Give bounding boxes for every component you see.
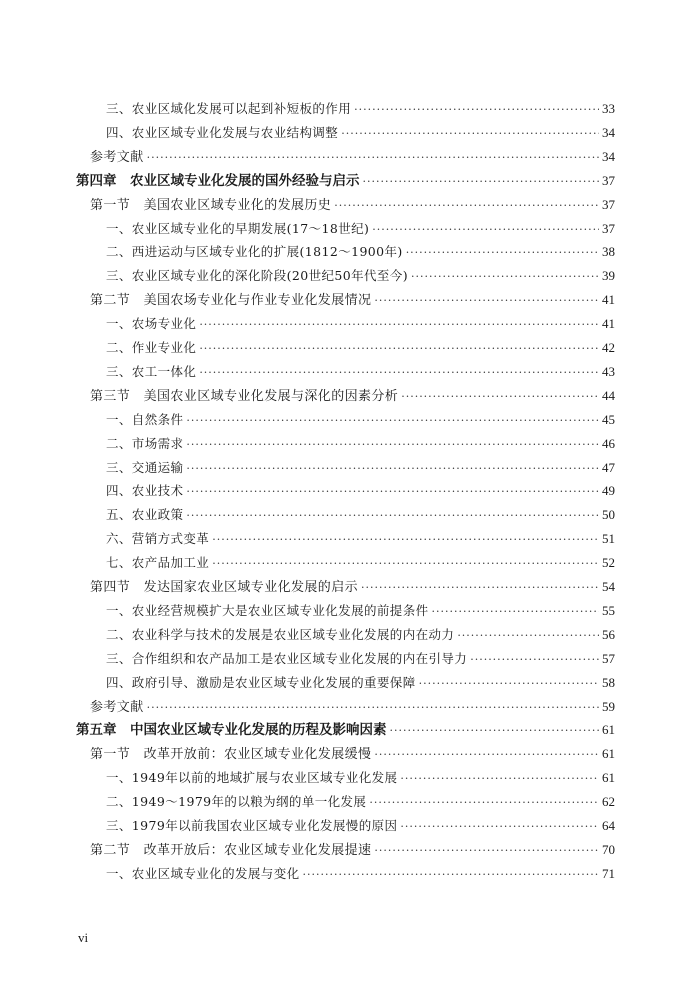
toc-entry-title: 六、营销方式变革 bbox=[106, 531, 210, 547]
toc-entry-title: 二、1949～1979年的以粮为纲的单一化发展 bbox=[106, 794, 367, 810]
page-folio: vi bbox=[78, 930, 89, 945]
toc-entry-title: 第一节 改革开放前：农业区域专业化发展缓慢 bbox=[90, 747, 372, 763]
toc-dot-leader bbox=[400, 816, 599, 838]
toc-dot-leader bbox=[470, 649, 599, 671]
toc-item-entry bbox=[106, 863, 615, 885]
toc-item-entry bbox=[106, 241, 615, 263]
toc-item-entry bbox=[106, 457, 615, 479]
toc-chapter-entry bbox=[76, 170, 615, 192]
toc-item-entry bbox=[106, 409, 615, 431]
toc-page-number: 52 bbox=[602, 555, 615, 571]
toc-dot-leader bbox=[186, 458, 599, 480]
toc-item-entry bbox=[106, 672, 615, 694]
toc-dot-leader bbox=[406, 242, 599, 264]
toc-page-number: 71 bbox=[602, 865, 615, 881]
toc-entry-title: 四、政府引导、激励是农业区域专业化发展的重要保障 bbox=[106, 674, 416, 690]
toc-item-entry bbox=[106, 98, 615, 120]
toc-dot-leader bbox=[374, 744, 599, 766]
toc-section-entry bbox=[90, 743, 615, 765]
toc-section-entry bbox=[90, 146, 615, 168]
toc-entry-title: 三、1979年以前我国农业区域专业化发展慢的原因 bbox=[106, 818, 398, 833]
toc-dot-leader bbox=[369, 792, 599, 814]
toc-dot-leader bbox=[186, 434, 599, 456]
toc-page-number: 47 bbox=[602, 459, 615, 475]
toc-dot-leader bbox=[363, 171, 600, 193]
toc-item-entry bbox=[106, 767, 615, 789]
toc-entry-title: 三、交通运输 bbox=[106, 459, 184, 475]
toc-page-number: 61 bbox=[602, 746, 615, 762]
toc-dot-leader bbox=[361, 577, 599, 599]
toc-dot-leader bbox=[432, 601, 599, 623]
toc-entry-title: 二、西进运动与区域专业化的扩展(1812～1900年) bbox=[106, 244, 403, 260]
toc-item-entry bbox=[106, 122, 615, 144]
toc-page-number: 41 bbox=[602, 292, 615, 308]
toc-entry-title: 二、农业科学与技术的发展是农业区域专业化发展的内在动力 bbox=[106, 626, 455, 642]
toc-item-entry bbox=[106, 552, 615, 574]
toc-dot-leader bbox=[186, 410, 599, 432]
toc-dot-leader bbox=[400, 768, 599, 790]
toc-dot-leader bbox=[303, 864, 599, 886]
toc-dot-leader bbox=[334, 195, 599, 217]
toc-page-number: 59 bbox=[602, 698, 615, 714]
toc-entry-title: 一、农业区域专业化的早期发展(17～18世纪) bbox=[106, 220, 370, 236]
toc-page-number: 39 bbox=[602, 268, 615, 284]
toc-page-number: 37 bbox=[602, 172, 615, 188]
toc-dot-leader bbox=[186, 505, 599, 527]
toc-page-number: 57 bbox=[602, 650, 615, 666]
toc-section-entry bbox=[90, 385, 615, 407]
toc-section-entry bbox=[90, 289, 615, 311]
toc-page-number: 56 bbox=[602, 626, 615, 642]
toc-page-number: 64 bbox=[602, 818, 615, 833]
toc-section-entry bbox=[90, 194, 615, 216]
toc-item-entry bbox=[106, 791, 615, 813]
toc-page-number: 62 bbox=[602, 794, 615, 810]
toc-page-number: 37 bbox=[602, 220, 615, 236]
toc-dot-leader bbox=[199, 314, 599, 336]
toc-page-number: 41 bbox=[602, 316, 615, 332]
toc-section-entry bbox=[90, 576, 615, 598]
toc-entry-title: 二、作业专业化 bbox=[106, 340, 197, 355]
toc-page-number: 58 bbox=[602, 674, 615, 690]
toc-page-number: 37 bbox=[602, 196, 615, 212]
toc-entry-title: 三、合作组织和农产品加工是农业区域专业化发展的内在引导力 bbox=[106, 650, 468, 666]
toc-entry-title: 三、农业区域化发展可以起到补短板的作用 bbox=[106, 101, 352, 116]
toc-entry-title: 第二节 美国农场专业化与作业专业化发展情况 bbox=[90, 293, 372, 309]
toc-page-number: 34 bbox=[602, 124, 615, 140]
toc-entry-title: 第三节 美国农业区域专业化发展与深化的因素分析 bbox=[90, 388, 399, 404]
toc-entry-title: 三、农业区域专业化的深化阶段(20世纪50年代至今) bbox=[106, 268, 408, 284]
toc-dot-leader bbox=[212, 529, 599, 551]
toc-entry-title: 一、农业经营规模扩大是农业区域专业化发展的前提条件 bbox=[106, 602, 429, 618]
toc-dot-leader bbox=[457, 625, 599, 647]
toc-dot-leader bbox=[411, 266, 599, 288]
toc-item-entry bbox=[106, 815, 615, 837]
toc-dot-leader bbox=[401, 386, 599, 408]
toc-item-entry bbox=[106, 648, 615, 670]
toc-dot-leader bbox=[199, 362, 599, 384]
toc-entry-title: 五、农业政策 bbox=[106, 507, 184, 523]
toc-page-number: 61 bbox=[602, 770, 615, 786]
toc-entry-title: 第四章 农业区域专业化发展的国外经验与启示 bbox=[76, 172, 360, 189]
toc-entry-title: 四、农业区域专业化发展与农业结构调整 bbox=[106, 124, 339, 140]
toc-item-entry bbox=[106, 504, 615, 526]
toc-item-entry bbox=[106, 480, 615, 502]
toc-dot-leader bbox=[186, 481, 599, 503]
toc-entry-title: 四、农业技术 bbox=[106, 483, 184, 499]
toc-dot-leader bbox=[374, 290, 599, 312]
toc-section-entry bbox=[90, 839, 615, 861]
toc-entry-title: 第五章 中国农业区域专业化发展的历程及影响因素 bbox=[76, 722, 387, 739]
toc-dot-leader bbox=[212, 553, 599, 575]
toc-item-entry bbox=[106, 313, 615, 335]
toc-dot-leader bbox=[147, 697, 599, 719]
toc-entry-title: 七、农产品加工业 bbox=[106, 555, 210, 571]
toc-entry-title: 一、1949年以前的地域扩展与农业区域专业化发展 bbox=[106, 770, 398, 786]
toc-item-entry bbox=[106, 528, 615, 550]
toc-page-number: 33 bbox=[602, 101, 615, 116]
toc-item-entry bbox=[106, 600, 615, 622]
toc-entry-title: 一、农场专业化 bbox=[106, 316, 197, 332]
toc-dot-leader bbox=[199, 338, 599, 360]
toc-entry-title: 第一节 美国农业区域专业化的发展历史 bbox=[90, 197, 332, 213]
toc-page-number: 46 bbox=[602, 435, 615, 451]
toc-item-entry bbox=[106, 265, 615, 287]
toc-entry-title: 第二节 改革开放后：农业区域专业化发展提速 bbox=[90, 842, 372, 858]
toc-entry-title: 第四节 发达国家农业区域专业化发展的启示 bbox=[90, 580, 359, 595]
toc-page-number: 38 bbox=[602, 244, 615, 260]
toc-page-number: 54 bbox=[602, 579, 615, 594]
toc-entry-title: 参考文献 bbox=[90, 699, 144, 715]
toc-section-entry bbox=[90, 696, 615, 718]
toc-page-number: 55 bbox=[602, 602, 615, 618]
toc-item-entry bbox=[106, 433, 615, 455]
toc-dot-leader bbox=[374, 840, 599, 862]
toc-page-number: 34 bbox=[602, 148, 615, 164]
toc-entry-title: 参考文献 bbox=[90, 149, 144, 165]
toc-dot-leader bbox=[372, 219, 599, 241]
toc-item-entry bbox=[106, 337, 615, 359]
toc-dot-leader bbox=[354, 99, 599, 121]
toc-dot-leader bbox=[147, 147, 599, 169]
toc-entry-title: 一、自然条件 bbox=[106, 411, 184, 427]
toc-item-entry bbox=[106, 361, 615, 383]
toc-page-number: 45 bbox=[602, 411, 615, 427]
toc-page-number: 42 bbox=[602, 340, 615, 355]
toc-dot-leader bbox=[341, 123, 599, 145]
toc-page-number: 49 bbox=[602, 483, 615, 499]
toc-page-number: 61 bbox=[602, 722, 615, 738]
toc-page-number: 70 bbox=[602, 841, 615, 857]
toc-item-entry bbox=[106, 218, 615, 240]
toc-item-entry bbox=[106, 624, 615, 646]
toc-page-number: 51 bbox=[602, 531, 615, 547]
toc-page-number: 50 bbox=[602, 507, 615, 523]
toc-page-number: 43 bbox=[602, 363, 615, 379]
toc-chapter-entry bbox=[76, 719, 615, 741]
toc-entry-title: 三、农工一体化 bbox=[106, 363, 197, 379]
toc-dot-leader bbox=[390, 720, 600, 742]
toc-page-number: 44 bbox=[602, 387, 615, 403]
toc-entry-title: 二、市场需求 bbox=[106, 435, 184, 451]
toc-entry-title: 一、农业区域专业化的发展与变化 bbox=[106, 865, 300, 881]
toc-dot-leader bbox=[419, 673, 599, 695]
